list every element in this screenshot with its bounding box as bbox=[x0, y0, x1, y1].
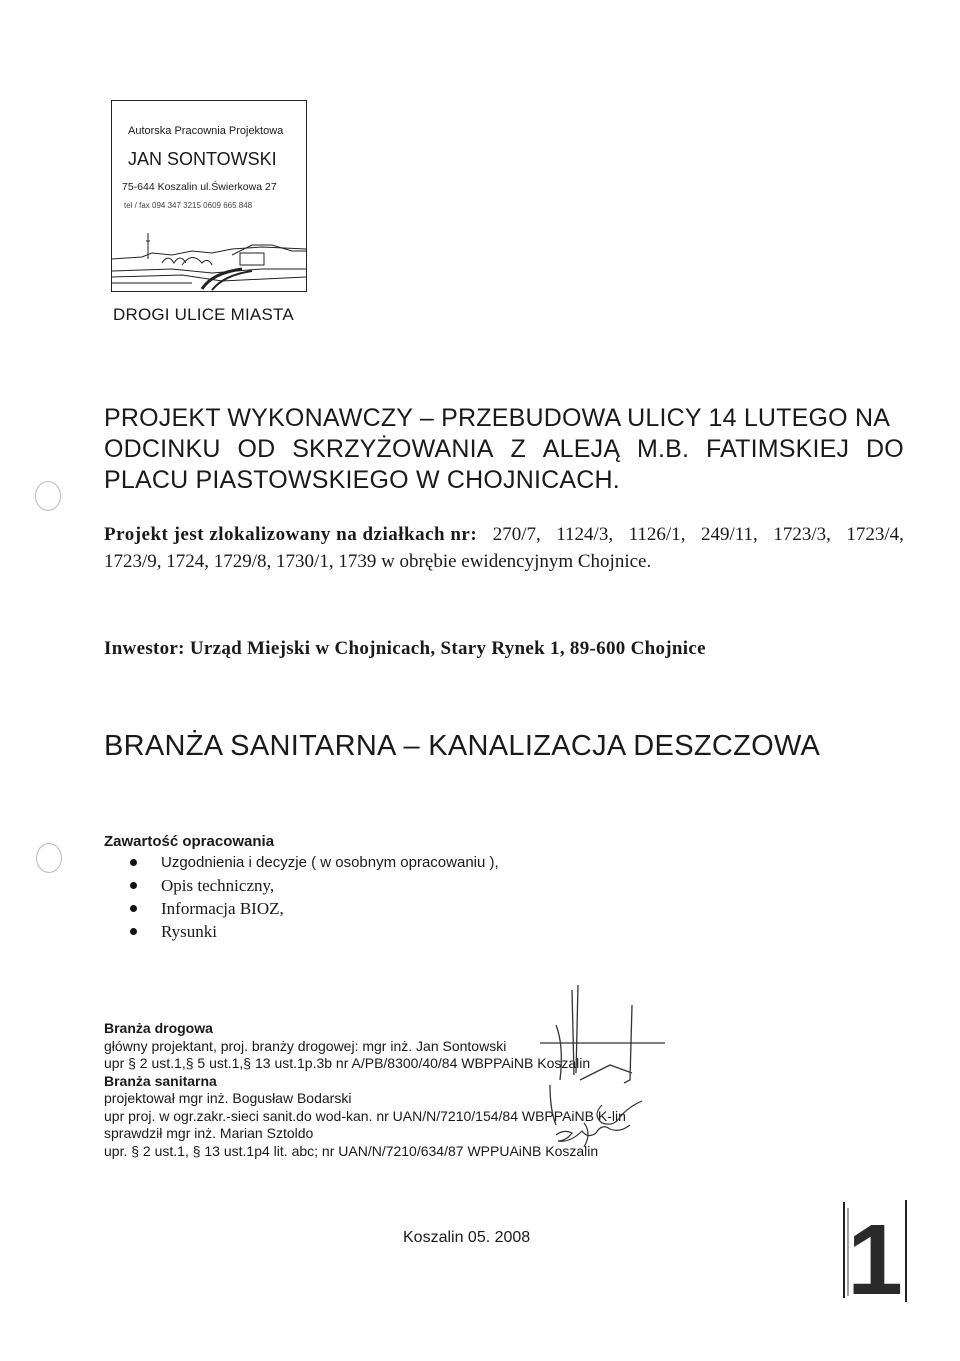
sanitary-checker-rights: upr. § 2 ust.1, § 13 ust.1p4 lit. abc; nr UAN/N/7210/634/87 WPPUAiNB Koszalin bbox=[104, 1142, 599, 1159]
road-designer: główny projektant, proj. branży drogowej: mgr inż. Jan Sontowski bbox=[104, 1037, 507, 1054]
parcel-number: 1126/1, bbox=[628, 524, 686, 545]
title-word: SKRZYŻOWANIA bbox=[292, 435, 494, 463]
title-word: ALEJĄ bbox=[542, 435, 621, 463]
sanitary-designer-rights: upr proj. w ogr.zakr.-sieci sanit.do wod-kan. nr UAN/N/7210/154/84 WBPPAiNB K-lin bbox=[104, 1107, 626, 1124]
logo-line-address: 75-644 Koszalin ul.Świerkowa 27 bbox=[122, 181, 277, 193]
sanitary-checker: sprawdził mgr inż. Marian Sztoldo bbox=[104, 1125, 314, 1141]
investor-line: Inwestor: Urząd Miejski w Chojnicach, Stary Rynek 1, 89-600 Chojnice bbox=[104, 638, 706, 659]
binder-hole-icon bbox=[36, 843, 62, 873]
location-row-2: 1723/9, 1724, 1729/8, 1730/1, 1739 w obrębie ewidencyjnym Chojnice. bbox=[104, 551, 652, 572]
road-designer-rights: upr § 2 ust.1,§ 5 ust.1,§ 13 ust.1p.3b nr A/PB/8300/40/84 WBPPAiNB Koszalin bbox=[104, 1055, 591, 1071]
branch-title: BRANŻA SANITARNA – KANALIZACJA DESZCZOWA bbox=[104, 730, 821, 762]
logo-line-phone: tel / fax 094 347 3215 0609 665 848 bbox=[124, 201, 253, 210]
project-title-line-1: PROJEKT WYKONAWCZY – PRZEBUDOWA ULICY 14 LUTEGO NA bbox=[104, 404, 891, 432]
location-row-1 bbox=[104, 521, 904, 548]
title-word: ODCINKU bbox=[104, 435, 221, 463]
contents-heading: Zawartość opracowania bbox=[104, 833, 275, 850]
company-logo-box bbox=[111, 100, 307, 292]
signature-bodarski-icon bbox=[597, 1101, 642, 1124]
sanitary-branch-heading: Branża sanitarna bbox=[104, 1072, 217, 1089]
parcel-number: 270/7, bbox=[492, 524, 541, 545]
title-word: FATIMSKIEJ bbox=[706, 435, 850, 463]
tab-number-text: 1 bbox=[847, 1204, 903, 1304]
signature-sontowski-icon bbox=[540, 985, 665, 1125]
list-item: Informacja BIOZ, bbox=[130, 897, 499, 920]
binder-tab-number bbox=[842, 1198, 910, 1304]
project-title-line-2 bbox=[104, 434, 904, 465]
logo-line-studio: Autorska Pracownia Projektowa bbox=[128, 125, 284, 137]
signatures bbox=[520, 985, 680, 1160]
title-word: DO bbox=[866, 435, 904, 463]
contents-list bbox=[130, 851, 499, 943]
title-word: Z bbox=[510, 435, 526, 463]
parcel-number: 1723/4, bbox=[846, 524, 904, 545]
parcel-number: 1124/3, bbox=[556, 524, 614, 545]
list-item: Uzgodnienia i decyzje ( w osobnym opracowaniu ), bbox=[130, 851, 499, 874]
project-title-line-3: PLACU PIASTOWSKIEGO W CHOJNICACH. bbox=[104, 466, 620, 494]
list-item: Rysunki bbox=[130, 920, 499, 943]
project-location bbox=[104, 521, 904, 575]
signature-sztoldo-icon bbox=[556, 1123, 630, 1147]
project-title bbox=[104, 403, 904, 496]
title-word: OD bbox=[237, 435, 276, 463]
parcel-number: 249/11, bbox=[700, 524, 758, 545]
place-and-date: Koszalin 05. 2008 bbox=[403, 1229, 531, 1246]
company-tagline: DROGI ULICE MIASTA bbox=[113, 305, 294, 324]
title-word: M.B. bbox=[637, 435, 690, 463]
road-branch-heading: Branża drogowa bbox=[104, 1020, 213, 1036]
binder-hole-icon bbox=[35, 481, 61, 511]
list-item: Opis techniczny, bbox=[130, 874, 499, 897]
town-skyline-road-icon bbox=[112, 229, 306, 291]
parcel-number: 1723/3, bbox=[773, 524, 831, 545]
sanitary-designer: projektował mgr inż. Bogusław Bodarski bbox=[104, 1090, 352, 1106]
logo-line-name: JAN SONTOWSKI bbox=[128, 149, 277, 169]
location-label: Projekt jest zlokalizowany na działkach nr: bbox=[104, 524, 478, 545]
